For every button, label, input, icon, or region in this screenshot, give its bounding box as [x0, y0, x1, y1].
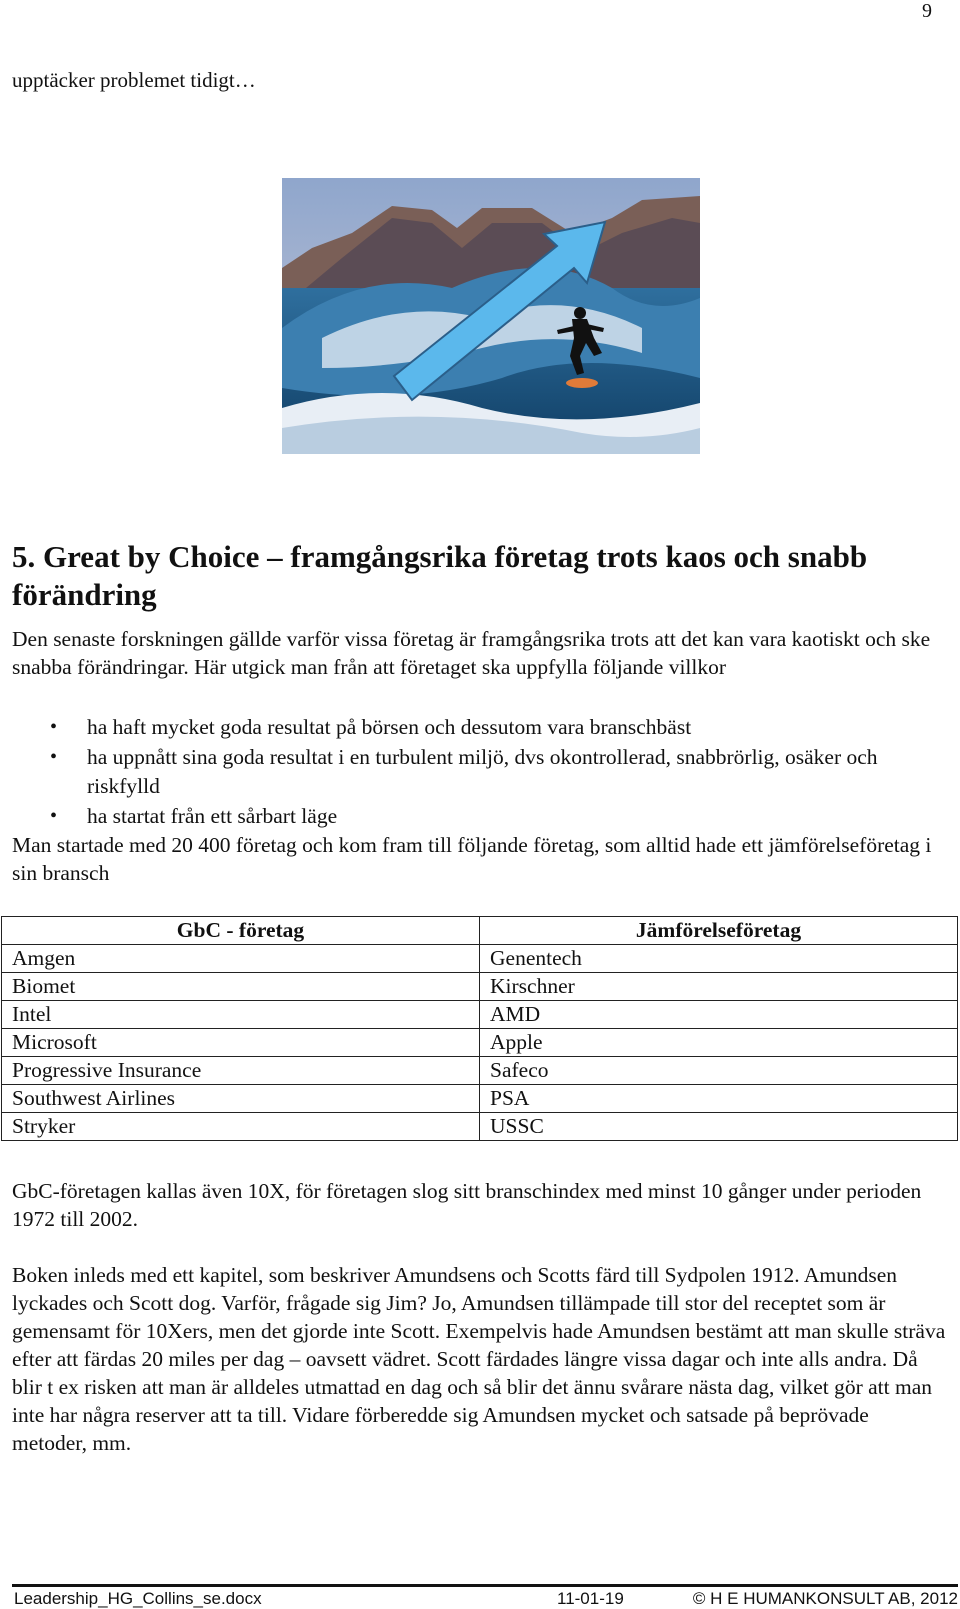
table-row: [2, 1057, 958, 1085]
footer-date: 11-01-19: [557, 1589, 624, 1608]
comparison-company: Kirschner: [480, 973, 958, 1001]
table-row: [2, 945, 958, 973]
gbc-company: Amgen: [2, 945, 480, 973]
comparison-company: Genentech: [480, 945, 958, 973]
comparison-company: Safeco: [480, 1057, 958, 1085]
section-heading: 5. Great by Choice – framgångsrika företag trots kaos och snabb förändring: [12, 539, 868, 612]
header-comparison: Jämförelseföretag: [480, 917, 958, 945]
comparison-company: Apple: [480, 1029, 958, 1057]
page-number: 9: [922, 0, 932, 22]
gbc-company: Progressive Insurance: [2, 1057, 480, 1085]
paragraph-10x: GbC-företagen kallas även 10X, för företagen slog sitt branschindex med minst 10 gånger under perioden 1972 till 2002.: [12, 1179, 922, 1231]
paragraph-amundsen: Boken inleds med ett kapitel, som beskriver Amundsens och Scotts färd till Sydpolen 1912. Amundsen lyckades och Scott dog. Varför, frågade sig Jim? Jo, Amundsen tillämpade till stor del receptet som är gemensamt för 10Xers, men det gjorde inte Scott. Exempelvis hade Amundsen bestämt att man skulle sträva efter att färdas 20 miles per dag – oavsett vädret. Scott färdades längre vissa dagar och inte alls andra. Då blir t ex risken att man är alldeles utmattad en dag och så blir det ännu svårare nästa dag, vilket gör att man inte har några reserver att ta till. Vidare förberedde sig Amundsen mycket och satsade på beprövade metoder, mm.: [12, 1263, 946, 1455]
list-item: • ha startat från ett sårbart läge: [12, 802, 947, 831]
comparison-table: [1, 916, 958, 1141]
intro-text: upptäcker problemet tidigt…: [12, 68, 256, 92]
list-item: • ha uppnått sina goda resultat i en turbulent miljö, dvs okontrollerad, snabbrörlig, osäker och riskfylld: [50, 745, 878, 798]
table-row: [2, 1029, 958, 1057]
paragraph-intro: Den senaste forskningen gällde varför vissa företag är framgångsrika trots att det kan vara kaotiskt och ske snabba förändringar. Här utgick man från att företaget ska uppfylla följande villkor: [12, 627, 931, 679]
surfer-photo: [282, 178, 700, 454]
bullet-icon: •: [50, 746, 58, 768]
comparison-company: PSA: [480, 1085, 958, 1113]
gbc-company: Stryker: [2, 1113, 480, 1141]
bullet-icon: •: [50, 716, 58, 738]
table-row: [2, 1001, 958, 1029]
table-row: [2, 1113, 958, 1141]
page-footer: [12, 1584, 958, 1608]
gbc-company: Intel: [2, 1001, 480, 1029]
table-row: [2, 1085, 958, 1113]
gbc-company: Biomet: [2, 973, 480, 1001]
table-header-row: [2, 917, 958, 945]
gbc-company: Microsoft: [2, 1029, 480, 1057]
footer-copyright: © H E HUMANKONSULT AB, 2012: [692, 1589, 958, 1608]
list-item: • ha haft mycket goda resultat på börsen och dessutom vara branschbäst: [12, 713, 947, 742]
criteria-list: [12, 713, 947, 832]
surfboard: [566, 378, 598, 388]
footer-filename: Leadership_HG_Collins_se.docx: [14, 1589, 262, 1608]
bullet-icon: •: [50, 805, 58, 827]
comparison-company: AMD: [480, 1001, 958, 1029]
comparison-company: USSC: [480, 1113, 958, 1141]
gbc-company: Southwest Airlines: [2, 1085, 480, 1113]
table-row: [2, 973, 958, 1001]
paragraph-companies: Man startade med 20 400 företag och kom fram till följande företag, som alltid hade ett jämförelseföretag i sin bransch: [12, 833, 932, 885]
header-gbc: GbC - företag: [2, 917, 480, 945]
